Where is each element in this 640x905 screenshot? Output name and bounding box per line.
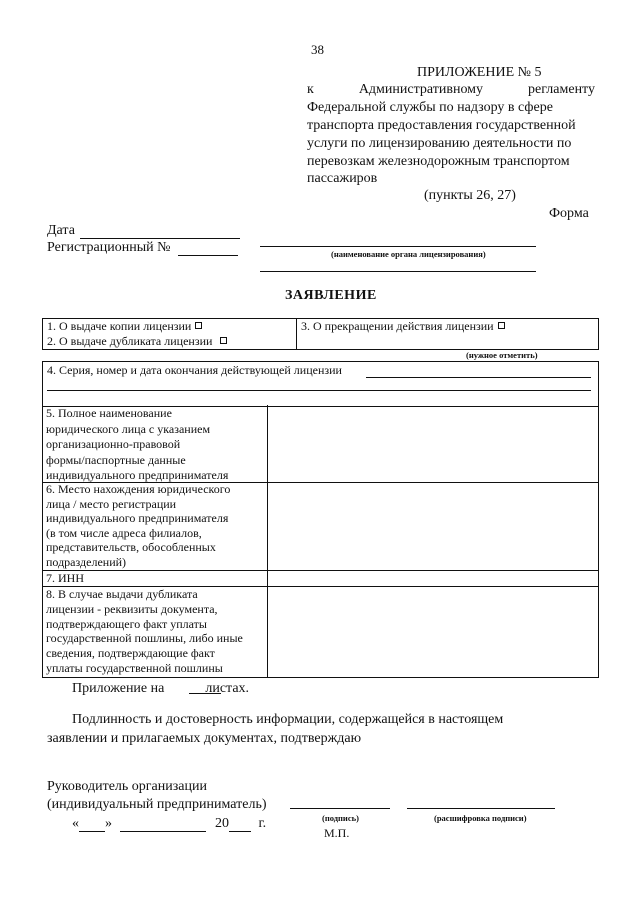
date-field-line — [80, 238, 240, 239]
date-year-prefix: 20 — [215, 816, 229, 831]
licensing-authority-line — [260, 246, 536, 247]
page-number: 38 — [311, 42, 324, 57]
option-copy-license-label: 1. О выдаче копии лицензии — [47, 319, 192, 333]
signature-date-row — [72, 816, 266, 832]
option-terminate-license-label: 3. О прекращении действия лицензии — [301, 319, 494, 333]
option-terminate-license — [301, 319, 505, 334]
checkbox-icon — [195, 322, 202, 329]
date-open-quote: « — [72, 816, 79, 831]
registration-number-label: Регистрационный № — [47, 240, 171, 255]
mark-note: (нужное отметить) — [466, 350, 538, 360]
attachment-prefix: Приложение на — [72, 681, 165, 696]
signature-decoding-line — [407, 808, 555, 809]
attachment-suffix: листах. — [205, 681, 250, 696]
signature-line — [290, 808, 390, 809]
form-label: Форма — [549, 206, 589, 221]
table-row-5-label: 5. Полное наименование юридического лица с указанием организационно-правовой формы/паспортные данные индивидуального предпринимателя — [46, 406, 229, 482]
signature-caption: (подпись) — [322, 813, 359, 823]
date-day-line — [79, 817, 105, 832]
document-title: ЗАЯВЛЕНИЕ — [285, 288, 377, 303]
table-row-8-label: 8. В случае выдачи дубликата лицензии - реквизиты документа, подтверждающего факт уплаты государственной пошлины, либо иные сведения, подтверждающие факт уплаты государственной пошлины — [46, 587, 243, 675]
annex-line-3: транспорта предоставления государственной — [307, 118, 576, 133]
checkbox-icon — [498, 322, 505, 329]
checkbox-icon — [220, 337, 227, 344]
option-duplicate-license — [47, 334, 227, 349]
attachment-pages-line — [189, 693, 221, 694]
attachment-text — [72, 681, 249, 697]
annex-word-k: к — [307, 82, 314, 97]
signature-decoding-caption: (расшифровка подписи) — [434, 813, 527, 823]
date-month-line — [120, 817, 206, 832]
license-details-label: 4. Серия, номер и дата окончания действующей лицензии — [47, 363, 342, 377]
confirmation-line-2: заявлении и прилагаемых документах, подтверждаю — [47, 731, 362, 746]
option-copy-license — [47, 319, 202, 334]
option-duplicate-license-label: 2. О выдаче дубликата лицензии — [47, 334, 213, 348]
table-row-divider — [42, 570, 598, 571]
date-year-line — [229, 817, 251, 832]
annex-word-admin: Административному — [358, 82, 484, 97]
annex-line-5: перевозкам железнодорожным транспортом — [307, 154, 570, 169]
table-row-7-label: 7. ИНН — [46, 571, 84, 585]
options-table-divider — [296, 318, 297, 349]
annex-title: ПРИЛОЖЕНИЕ № 5 — [417, 65, 542, 80]
annex-points: (пункты 26, 27) — [424, 188, 516, 203]
licensing-authority-caption: (наименование органа лицензирования) — [331, 249, 486, 259]
annex-line-6: пассажиров — [307, 171, 378, 186]
annex-word-reglament: регламенту — [528, 82, 595, 97]
confirmation-line-1: Подлинность и достоверность информации, содержащейся в настоящем — [72, 712, 504, 727]
date-year-suffix: г. — [258, 816, 267, 831]
license-details-line-2 — [47, 390, 591, 391]
date-label: Дата — [47, 223, 75, 238]
annex-line-4: услуги по лицензированию деятельности по — [307, 136, 572, 151]
date-close-quote: » — [105, 816, 112, 831]
table-row-6-label: 6. Место нахождения юридического лица / место регистрации индивидуального предпринимателя (в том числе адреса филиалов, представительств, обособленных подразделений) — [46, 482, 231, 569]
head-of-organization-label: Руководитель организации — [47, 779, 207, 794]
annex-line-2: Федеральной службы по надзору в сфере — [307, 100, 553, 115]
entrepreneur-label: (индивидуальный предприниматель) — [47, 797, 267, 812]
annex-line-1 — [307, 82, 595, 98]
applicant-info-table-divider — [267, 405, 268, 678]
stamp-place-label: М.П. — [324, 826, 350, 840]
registration-number-line — [178, 255, 238, 256]
license-details-line-1 — [366, 377, 591, 378]
licensing-authority-line-2 — [260, 271, 536, 272]
